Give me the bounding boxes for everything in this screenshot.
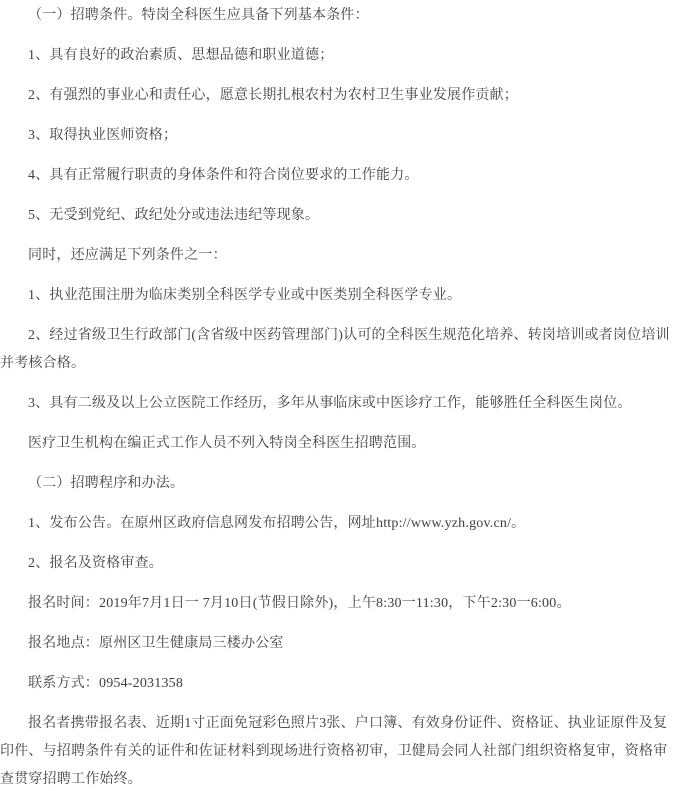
paragraph-alt-condition-3: 3、具有二级及以上公立医院工作经历，多年从事临床或中医诊疗工作，能够胜任全科医生岗位。 bbox=[28, 396, 632, 411]
paragraph-condition-5: 5、无受到党纪、政纪处分或违法违纪等现象。 bbox=[28, 208, 320, 223]
paragraph-registration-time: 报名时间：2019年7月1日一 7月10日(节假日除外)，上午8:30一11:30，下午2:30一6:00。 bbox=[28, 596, 571, 611]
paragraph-exclusion-note: 医疗卫生机构在编正式工作人员不列入特岗全科医生招聘范围。 bbox=[28, 436, 426, 451]
paragraph-required-materials: 报名者携带报名表、近期1寸正面免冠彩色照片3张、户口簿、有效身份证件、资格证、执业证原件及复印件、与招聘条件有关的证件和佐证材料到现场进行资格初审，卫健局会同人社部门组织资格复审，资格审查贯穿招聘工作始终。 bbox=[0, 716, 668, 787]
section-heading-recruit-procedure: （二）招聘程序和办法。 bbox=[28, 476, 185, 491]
paragraph-alt-condition-1: 1、执业范围注册为临床类别全科医学专业或中医类别全科医学专业。 bbox=[28, 288, 462, 303]
paragraph-condition-3: 3、取得执业医师资格； bbox=[28, 128, 178, 143]
section-heading-recruit-conditions: （一）招聘条件。特岗全科医生应具备下列基本条件： bbox=[28, 8, 369, 23]
paragraph-condition-1: 1、具有良好的政治素质、思想品德和职业道德； bbox=[28, 48, 334, 63]
paragraph-contact-phone: 联系方式：0954-2031358 bbox=[28, 676, 184, 691]
paragraph-condition-4: 4、具有正常履行职责的身体条件和符合岗位要求的工作能力。 bbox=[28, 168, 419, 183]
paragraph-condition-2: 2、有强烈的事业心和责任心，愿意长期扎根农村为农村卫生事业发展作贡献； bbox=[28, 88, 518, 103]
paragraph-step-2-registration: 2、报名及资格审查。 bbox=[28, 556, 163, 571]
paragraph-registration-location: 报名地点：原州区卫生健康局三楼办公室 bbox=[28, 636, 284, 651]
paragraph-step-1-announcement: 1、发布公告。在原州区政府信息网发布招聘公告，网址http://www.yzh.gov.cn/。 bbox=[28, 516, 526, 531]
paragraph-alt-condition-2: 2、经过省级卫生行政部门(含省级中医药管理部门)认可的全科医生规范化培养、转岗培训或者岗位培训并考核合格。 bbox=[0, 328, 670, 371]
paragraph-additional-conditions-intro: 同时，还应满足下列条件之一： bbox=[28, 248, 227, 263]
